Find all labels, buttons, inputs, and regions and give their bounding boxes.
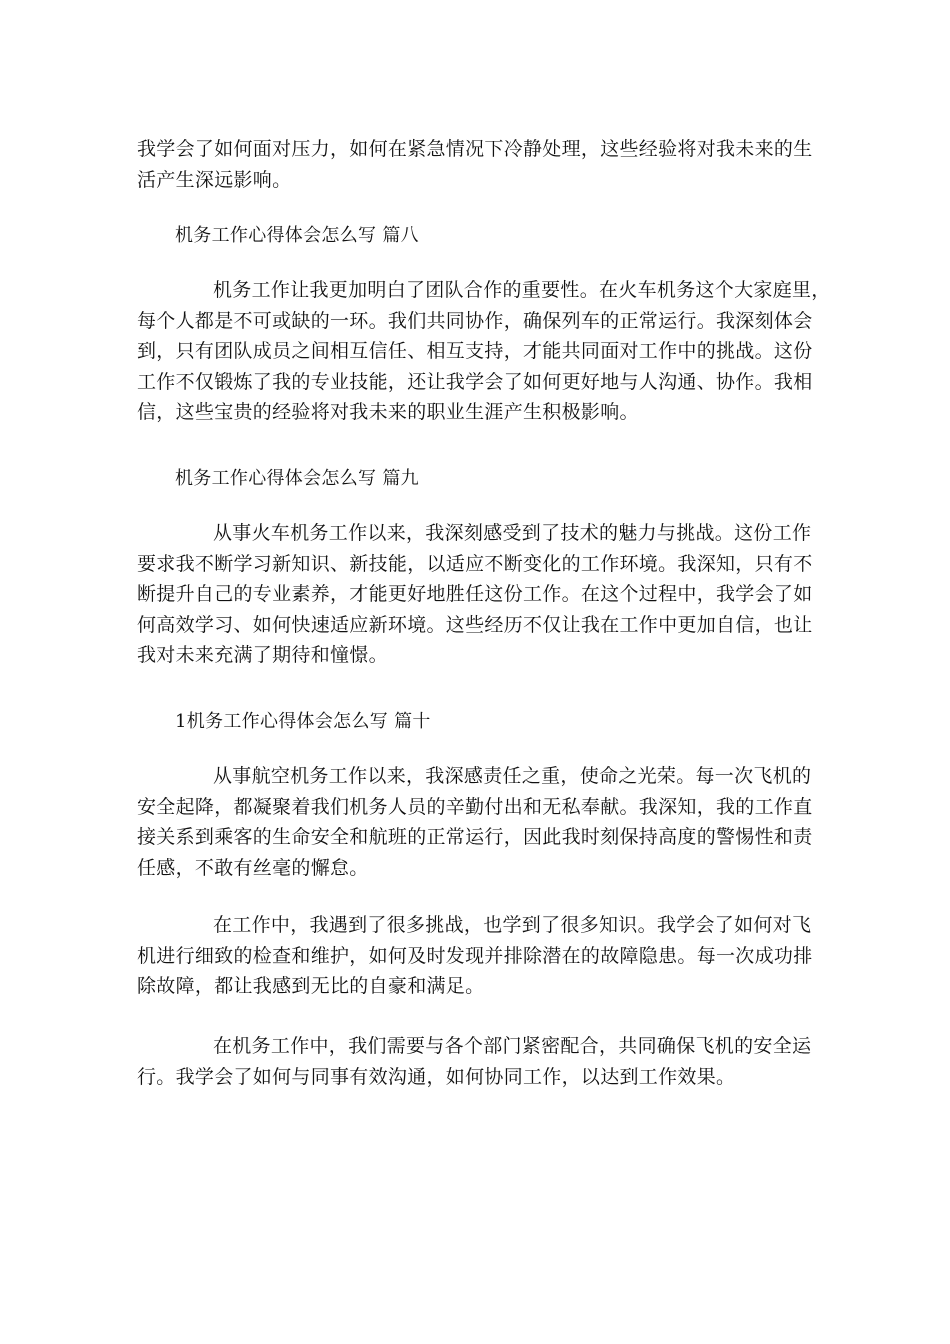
text-line: 断提升自己的专业素养，才能更好地胜任这份工作。在这个过程中，我学会了如 [137, 583, 813, 605]
text-line: 信，这些宝贵的经验将对我未来的职业生涯产生积极影响。 [137, 401, 639, 423]
section-heading-8: 机务工作心得体会怎么写 篇八 [175, 225, 419, 246]
text-line: 任感，不敢有丝毫的懈怠。 [137, 856, 369, 879]
text-line: 何高效学习、如何快速适应新环境。这些经历不仅让我在工作中更加自信，也让 [137, 613, 813, 636]
paragraph-section-10-b [137, 910, 827, 1002]
paragraph-section-10-c [137, 1031, 827, 1092]
text-line: 在机务工作中，我们需要与各个部门紧密配合，共同确保飞机的安全运 [213, 1035, 812, 1057]
paragraph-continued [137, 134, 827, 195]
paragraph-section-8 [137, 275, 831, 428]
text-line: 工作不仅锻炼了我的专业技能，还让我学会了如何更好地与人沟通、协作。我相 [137, 370, 813, 393]
text-line: 我学会了如何面对压力，如何在紧急情况下冷静处理，这些经验将对我未来的生 [137, 138, 813, 160]
text-line: 接关系到乘客的生命安全和航班的正常运行，因此我时刻保持高度的警惕性和责 [137, 826, 813, 848]
text-line: 每个人都是不可或缺的一环。我们共同协作，确保列车的正常运行。我深刻体会 [137, 309, 813, 332]
text-line: 机进行细致的检查和维护，如何及时发现并排除潜在的故障隐患。每一次成功排 [137, 944, 813, 967]
text-line: 我对未来充满了期待和憧憬。 [137, 644, 388, 666]
paragraph-section-9 [137, 518, 827, 671]
text-line: 在工作中，我遇到了很多挑战，也学到了很多知识。我学会了如何对飞 [213, 914, 812, 936]
text-line: 活产生深远影响。 [137, 168, 292, 191]
paragraph-section-10-a [137, 761, 827, 883]
text-line: 从事火车机务工作以来，我深刻感受到了技术的魅力与挑战。这份工作 [213, 522, 812, 544]
text-line: 行。我学会了如何与同事有效沟通，如何协同工作，以达到工作效果。 [137, 1065, 736, 1088]
text-line: 除故障，都让我感到无比的自豪和满足。 [137, 975, 485, 997]
text-line: 安全起降，都凝聚着我们机务人员的辛勤付出和无私奉献。我深知，我的工作直 [137, 795, 813, 818]
text-line: 机务工作让我更加明白了团队合作的重要性。在火车机务这个大家庭里， [213, 279, 831, 301]
section-heading-9: 机务工作心得体会怎么写 篇九 [175, 468, 419, 489]
section-heading-10: 1机务工作心得体会怎么写 篇十 [175, 711, 431, 732]
text-line: 从事航空机务工作以来，我深感责任之重，使命之光荣。每一次飞机的 [213, 765, 812, 787]
text-line: 要求我不断学习新知识、新技能，以适应不断变化的工作环境。我深知，只有不 [137, 552, 813, 575]
text-line: 到，只有团队成员之间相互信任、相互支持，才能共同面对工作中的挑战。这份 [137, 340, 813, 362]
